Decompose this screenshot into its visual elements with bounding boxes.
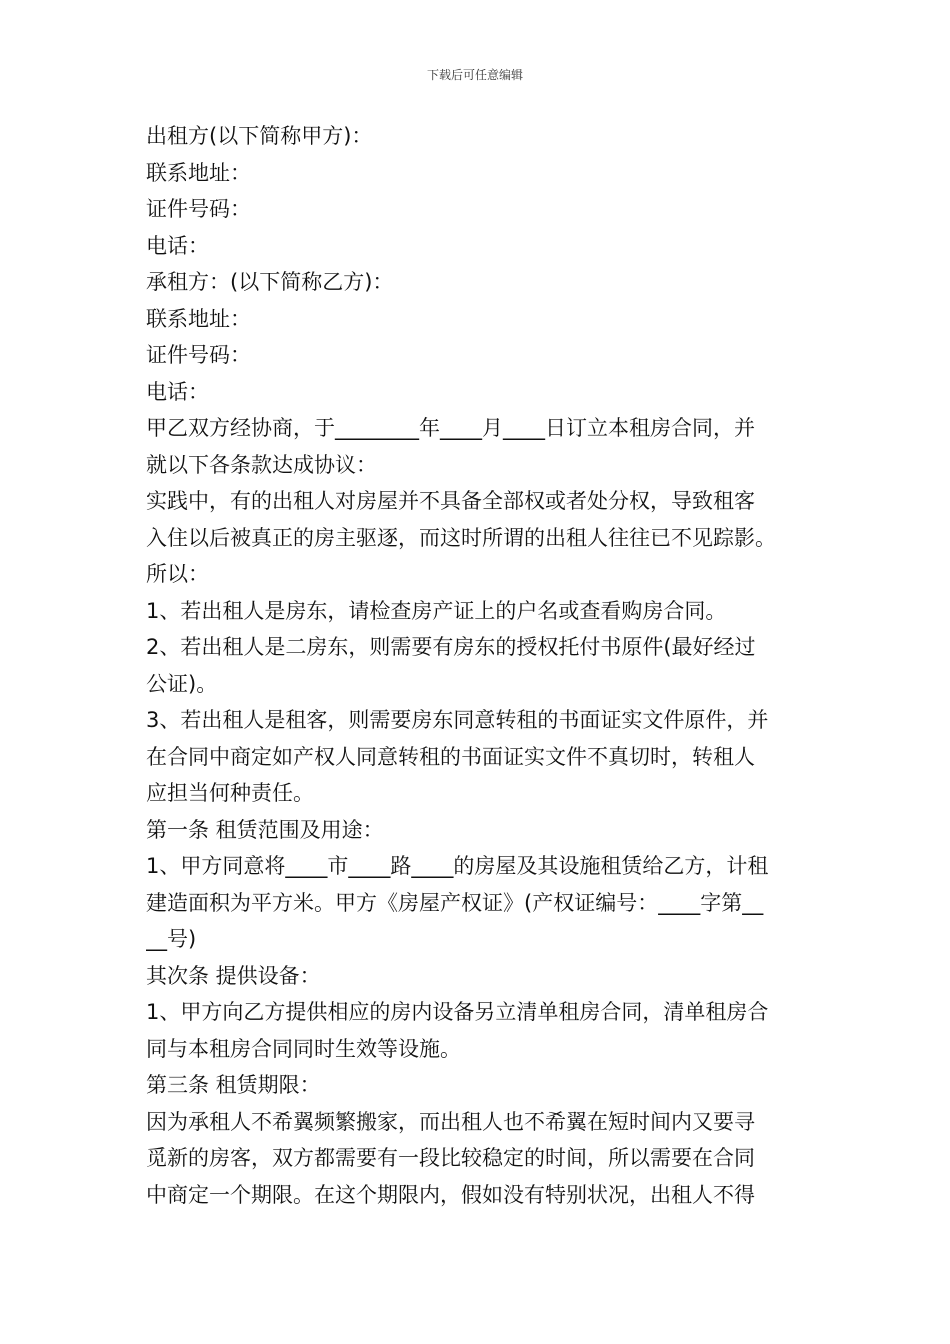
text-line: 入住以后被真正的房主驱逐，而这时所谓的出租人往往已不见踪影。 <box>146 525 776 550</box>
text-line: 联系地址： <box>146 160 251 185</box>
text-line: 电话： <box>146 379 209 404</box>
text-line: __号) <box>146 927 197 951</box>
text-line: 中商定一个期限。在这个期限内，假如没有特别状况，出租人不得 <box>146 1182 755 1207</box>
section-heading: 第一条 租赁范围及用途： <box>146 817 384 842</box>
text-line: 觅新的房客，双方都需要有一段比较稳定的时间，所以需要在合同 <box>146 1146 755 1170</box>
section-heading: 其次条 提供设备： <box>146 963 321 988</box>
text-line: 承租方：(以下简称乙方)： <box>146 270 394 294</box>
text-line: 1、甲方向乙方提供相应的房内设备另立清单租房合同，清单租房合 <box>146 1000 769 1024</box>
text-line: 应担当何种责任。 <box>146 781 314 805</box>
text-line: 因为承租人不希翼频繁搬家，而出租人也不希翼在短时间内又要寻 <box>146 1109 755 1134</box>
text-line: 1、若出租人是房东，请检查房产证上的户名或查看购房合同。 <box>146 598 727 623</box>
text-line: 实践中，有的出租人对房屋并不具备全部权或者处分权，导致租客 <box>146 489 755 513</box>
text-line: 证件号码： <box>146 197 251 221</box>
text-line: 就以下各条款达成协议： <box>146 452 377 477</box>
text-line: 建造面积为平方米。甲方《房屋产权证》(产权证编号：____字第__ <box>146 890 764 915</box>
text-line: 1、甲方同意将____市____路____的房屋及其设施租赁给乙方，计租 <box>146 854 769 878</box>
text-line: 在合同中商定如产权人同意转租的书面证实文件不真切时，转租人 <box>146 744 755 769</box>
section-heading: 第三条 租赁期限： <box>146 1073 321 1097</box>
text-line: 证件号码： <box>146 343 251 367</box>
text-line: 甲乙双方经协商，于________年____月____日订立本租房合同，并 <box>146 416 755 440</box>
text-line: 电话： <box>146 233 209 258</box>
text-line: 所以： <box>146 562 209 586</box>
page-header: 下载后可任意编辑 <box>426 68 523 82</box>
text-line: 出租方(以下简称甲方)： <box>146 124 373 148</box>
text-line: 公证)。 <box>146 671 218 696</box>
text-line: 3、若出租人是租客，则需要房东同意转租的书面证实文件原件，并 <box>146 708 769 732</box>
document-body <box>146 118 826 1213</box>
text-line: 联系地址： <box>146 306 251 331</box>
text-line: 2、若出租人是二房东，则需要有房东的授权托付书原件(最好经过 <box>146 635 756 659</box>
text-line: 同与本租房合同同时生效等设施。 <box>146 1036 461 1061</box>
